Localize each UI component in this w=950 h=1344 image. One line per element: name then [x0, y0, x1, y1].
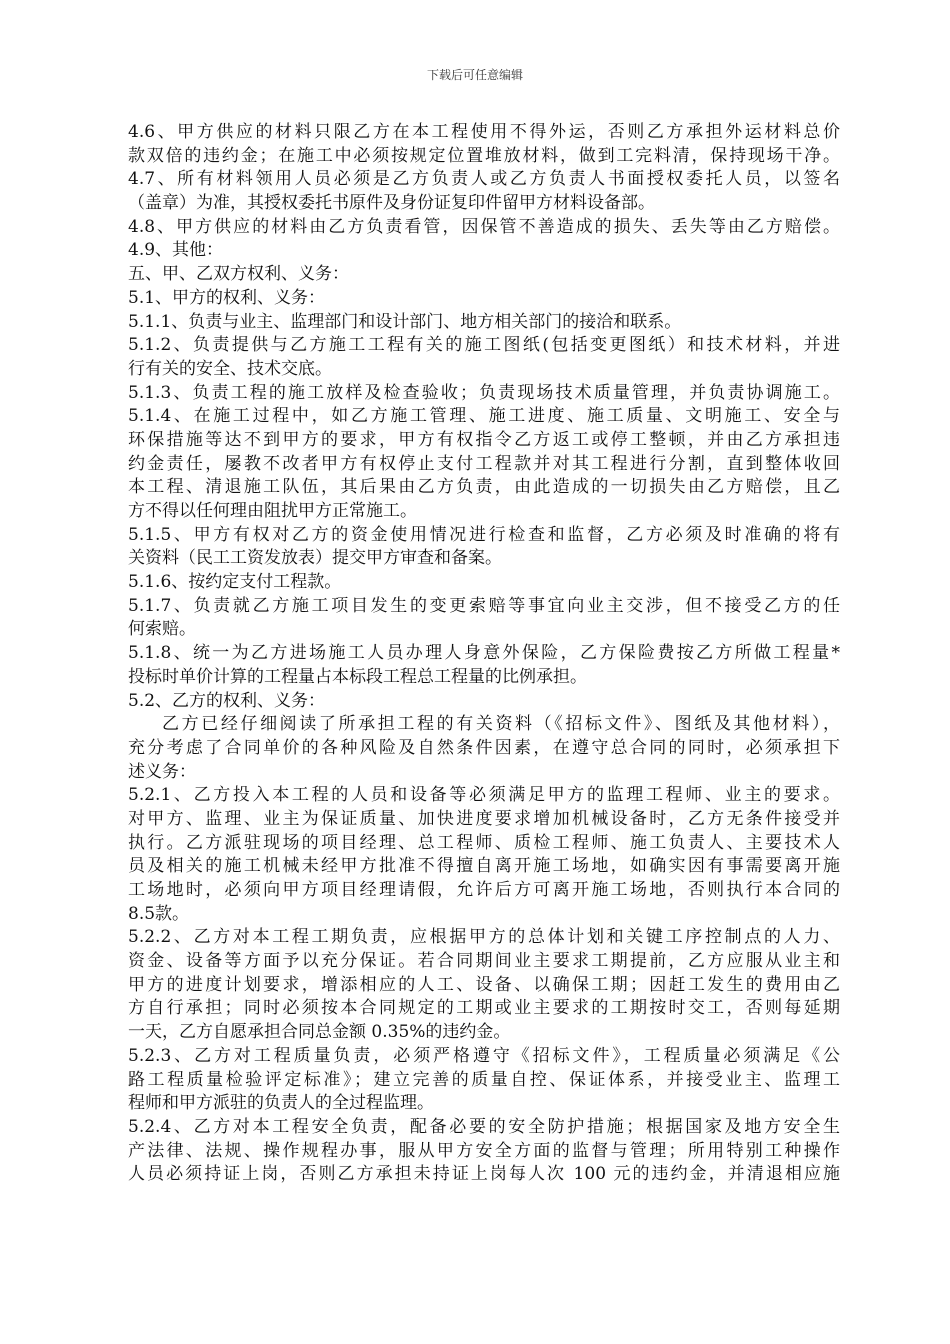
page-header: 下载后可任意编辑	[426, 68, 523, 82]
text-line: 人员必须持证上岗，否则乙方承担未持证上岗每人次 100 元的违约金，并清退相应施	[128, 1164, 840, 1185]
text-line: 方不得以任何理由阻扰甲方正常施工。	[128, 501, 417, 521]
text-line: 4.8、甲方供应的材料由乙方负责看管，因保管不善造成的损失、丢失等由乙方赔偿。	[128, 216, 840, 237]
text-line: 对甲方、监理、业主为保证质量、加快进度要求增加机械设备时，乙方无条件接受并	[128, 808, 840, 829]
text-line: 工场地时，必须向甲方项目经理请假，允许后方可离开施工场地，否则执行本合同的	[128, 880, 840, 900]
text-line: 环保措施等达不到甲方的要求，甲方有权指令乙方返工或停工整顿，并由乙方承担违	[128, 429, 840, 450]
text-line: 4.9、其他：	[128, 240, 224, 261]
text-line: 述义务：	[128, 761, 196, 782]
text-line: 5.1.7、负责就乙方施工项目发生的变更索赔等事宜向业主交涉，但不接受乙方的任	[128, 595, 840, 616]
text-line: 约金责任，屡教不改者甲方有权停止支付工程款并对其工程进行分割，直到整体收回	[128, 453, 840, 474]
text-line: 关资料（民工工资发放表）提交甲方审查和备案。	[128, 548, 502, 569]
text-line: 5.1.5、甲方有权对乙方的资金使用情况进行检查和监督，乙方必须及时准确的将有	[128, 524, 840, 545]
text-line: 执行。乙方派驻现场的项目经理、总工程师、质检工程师、施工负责人、主要技术人	[128, 832, 840, 853]
text-line: 款双倍的违约金；在施工中必须按规定位置堆放材料，做到工完料清，保持现场干净。	[128, 145, 840, 166]
text-line: 投标时单价计算的工程量占本标段工程总工程量的比例承担。	[128, 666, 587, 687]
text-line: 5.2.1、乙方投入本工程的人员和设备等必须满足甲方的监理工程师、业主的要求。	[128, 785, 840, 806]
text-line: （盖章）为准，其授权委托书原件及身份证复印件留甲方材料设备部。	[128, 193, 655, 214]
text-line: 何索赔。	[128, 619, 196, 640]
text-line: 5.2.4、乙方对本工程安全负责，配备必要的安全防护措施；根据国家及地方安全生	[128, 1116, 840, 1137]
text-line: 5.1.3、负责工程的施工放样及检查验收；负责现场技术质量管理，并负责协调施工。	[128, 382, 840, 403]
document-body	[128, 121, 840, 1187]
text-line: 5.1.4、在施工过程中，如乙方施工管理、施工进度、施工质量、文明施工、安全与	[128, 406, 840, 427]
text-line: 5.1.6、按约定支付工程款。	[128, 572, 342, 593]
text-line: 5.2.2、乙方对本工程工期负责，应根据甲方的总体计划和关键工序控制点的人力、	[128, 927, 840, 948]
text-line: 4.6、甲方供应的材料只限乙方在本工程使用不得外运，否则乙方承担外运材料总价	[128, 122, 840, 142]
text-line: 员及相关的施工机械未经甲方批准不得擅自离开施工场地，如确实因有事需要离开施	[128, 856, 840, 877]
text-line: 5.1.2、负责提供与乙方施工工程有关的施工图纸(包括变更图纸）和技术材料，并进	[128, 335, 840, 356]
text-line: 路工程质量检验评定标准》；建立完善的质量自控、保证体系，并接受业主、监理工	[128, 1069, 840, 1090]
text-line: 甲方的进度计划要求，增添相应的人工、设备、以确保工期；因赶工发生的费用由乙	[128, 974, 840, 995]
text-line: 5.1.8、统一为乙方进场施工人员办理人身意外保险，乙方保险费按乙方所做工程量*	[128, 643, 840, 664]
text-line: 5.2.3、乙方对工程质量负责，必须严格遵守《招标文件》，工程质量必须满足《公	[128, 1045, 840, 1066]
text-line: 8.5款。	[128, 903, 190, 924]
text-line: 方自行承担；同时必须按本合同规定的工期或业主要求的工期按时交工，否则每延期	[128, 998, 840, 1019]
text-line: 资金、设备等方面予以充分保证。若合同期间业主要求工期提前，乙方应服从业主和	[128, 951, 840, 972]
text-line: 4.7、所有材料领用人员必须是乙方负责人或乙方负责人书面授权委托人员，以签名	[128, 169, 840, 190]
text-line: 5.1.1、负责与业主、监理部门和设计部门、地方相关部门的接洽和联系。	[128, 311, 682, 332]
text-line: 充分考虑了合同单价的各种风险及自然条件因素，在遵守总合同的同时，必须承担下	[128, 737, 840, 758]
text-line: 行有关的安全、技术交底。	[128, 358, 332, 379]
text-line: 5.1、甲方的权利、义务：	[128, 287, 326, 308]
text-line: 产法律、法规、操作规程办事，服从甲方安全方面的监督与管理；所用特别工种操作	[128, 1140, 840, 1161]
text-line: 本工程、清退施工队伍，其后果由乙方负责，由此造成的一切损失由乙方赔偿，且乙	[128, 477, 840, 498]
text-line: 乙方已经仔细阅读了所承担工程的有关资料（《招标文件》、图纸及其他材料），	[162, 714, 840, 735]
text-line: 程师和甲方派驻的负责人的全过程监理。	[128, 1093, 434, 1114]
text-line: 五、甲、乙双方权利、义务：	[128, 264, 349, 285]
text-line: 5.2、乙方的权利、义务：	[128, 690, 326, 711]
text-line: 一天，乙方自愿承担合同总金额 0.35%的违约金。	[128, 1022, 511, 1043]
